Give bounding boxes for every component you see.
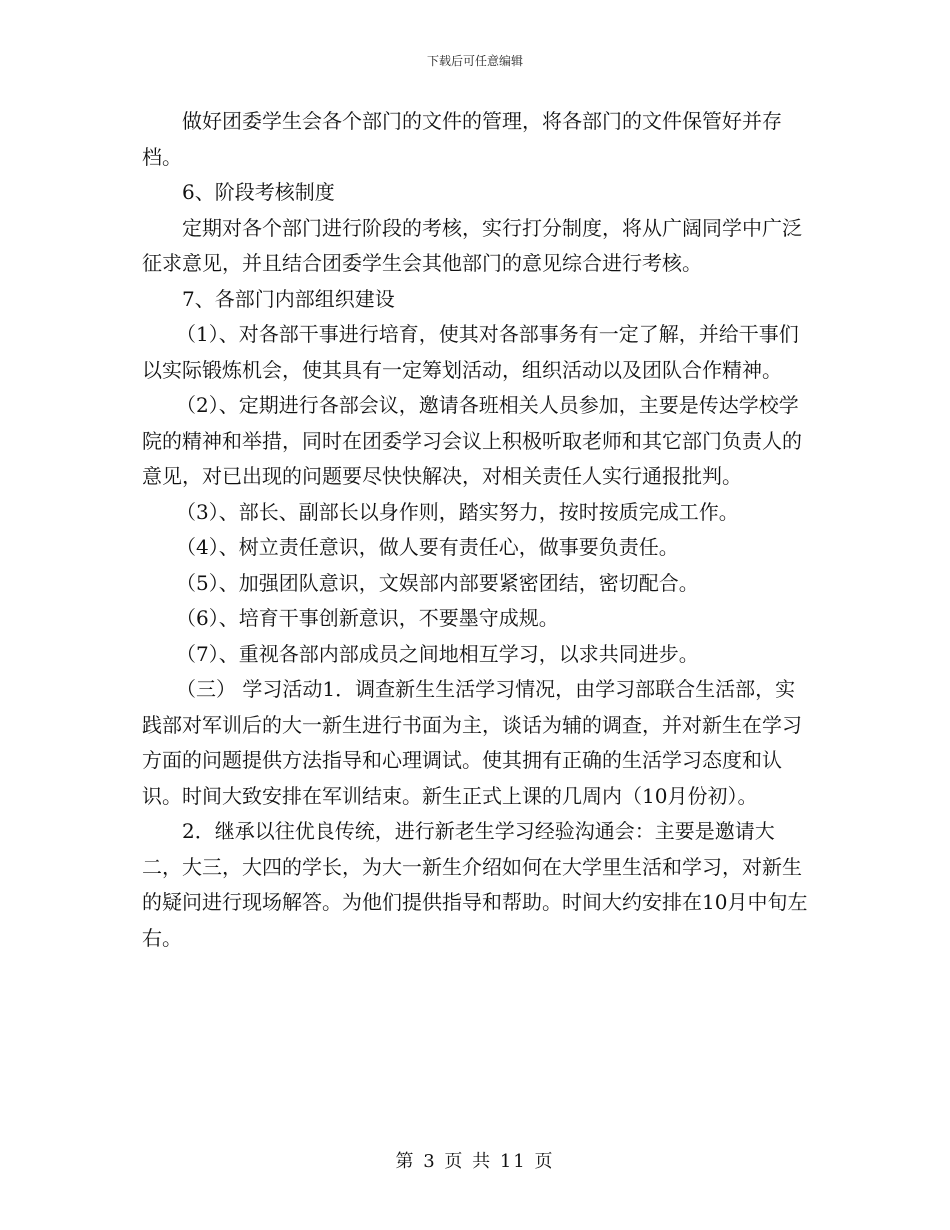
page-footer: 第 3 页 共 11 页 xyxy=(395,1151,555,1172)
paragraph-item-1: （1）、对各部干事进行培育，使其对各部事务有一定了解，并给干事们以实际锻炼机会，使其具有一定筹划活动，组织活动以及团队合作精神。 xyxy=(142,322,799,382)
page-header: 下载后可任意编辑 xyxy=(426,54,523,68)
document-body xyxy=(142,104,810,956)
paragraph-item-7: （7）、重视各部内部成员之间地相互学习，以求共同进步。 xyxy=(176,641,699,666)
paragraph-assessment: 定期对各个部门进行阶段的考核，实行打分制度，将从广阔同学中广泛征求意见，并且结合团委学生会其他部门的意见综合进行考核。 xyxy=(142,215,802,275)
paragraph-item-3: （3）、部长、副部长以身作则，踏实努力，按时按质完成工作。 xyxy=(176,499,739,524)
paragraph-item-4: （4）、树立责任意识，做人要有责任心，做事要负责任。 xyxy=(176,535,679,559)
paragraph-item-2: （2）、定期进行各部会议，邀请各班相关人员参加，主要是传达学校学院的精神和举措，同时在团委学习会议上积极听取老师和其它部门负责人的意见，对已出现的问题要尽快快解决，对相关责任人实行通报批判。 xyxy=(142,393,802,488)
paragraph-study-activity-1: （三） 学习活动1．调查新生生活学习情况，由学习部联合生活部，实践部对军训后的大一新生进行书面为主，谈话为辅的调查，并对新生在学习方面的问题提供方法指导和心理调试。使其拥有正确的生活学习态度和认识。时间大致安排在军训结束。新生正式上课的几周内（10月份初）。 xyxy=(142,677,802,808)
heading-internal-organization: 7、各部门内部组织建设 xyxy=(182,286,395,311)
paragraph-file-management: 做好团委学生会各个部门的文件的管理，将各部门的文件保管好并存档。 xyxy=(142,109,782,169)
paragraph-item-6: （6）、培育干事创新意识，不要墨守成规。 xyxy=(176,606,559,630)
paragraph-study-activity-2: 2．继承以往优良传统，进行新老生学习经验沟通会：主要是邀请大二，大三，大四的学长，为大一新生介绍如何在大学里生活和学习，对新生的疑问进行现场解答。为他们提供指导和帮助。时间大约安排在10月中旬左右。 xyxy=(142,819,808,950)
paragraph-item-5: （5）、加强团队意识，文娱部内部要紧密团结，密切配合。 xyxy=(176,570,699,595)
heading-stage-assessment: 6、阶段考核制度 xyxy=(182,180,335,204)
